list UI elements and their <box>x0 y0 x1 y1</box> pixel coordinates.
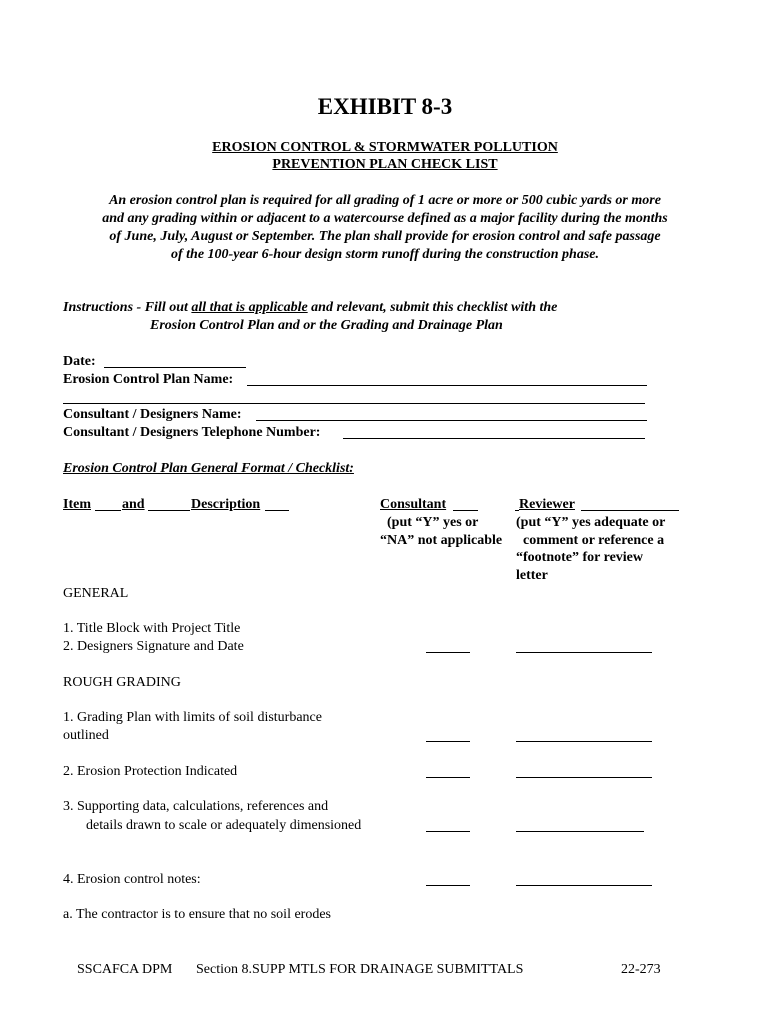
heading-line-1 <box>0 139 770 157</box>
reviewer-answer-general[interactable] <box>516 652 652 653</box>
designer-phone-field[interactable] <box>343 438 645 439</box>
date-field[interactable] <box>104 367 246 368</box>
rough-grading-item-2: 2. Erosion Protection Indicated <box>63 764 238 779</box>
rough-grading-item-1: 1. Grading Plan with limits of soil disturbance <box>63 710 322 725</box>
consultant-note-2: “NA” not applicable <box>380 533 503 548</box>
plan-name-field-continued[interactable] <box>63 403 645 404</box>
instructions-line-1 <box>63 299 557 317</box>
rough-grading-item-3: 3. Supporting data, calculations, references and <box>63 799 329 814</box>
intro-line-1: An erosion control plan is required for all grading of 1 acre or more or 500 cubic yards or more <box>109 193 661 208</box>
column-rule-6 <box>581 510 679 511</box>
column-and: and <box>122 497 145 512</box>
column-rule-2 <box>148 510 190 511</box>
reviewer-answer-rg2[interactable] <box>516 777 652 778</box>
rough-grading-item-1-cont: outlined <box>63 728 109 743</box>
column-description: Description <box>191 497 261 512</box>
designer-phone-label: Consultant / Designers Telephone Number: <box>63 425 321 440</box>
consultant-answer-rg4[interactable] <box>426 885 470 886</box>
column-item: Item <box>63 497 91 512</box>
designer-name-field[interactable] <box>256 420 647 421</box>
rough-grading-item-4a: a. The contractor is to ensure that no soil erodes <box>63 907 331 922</box>
checklist-heading: Erosion Control Plan General Format / Checklist: <box>63 461 354 476</box>
column-reviewer: Reviewer <box>519 497 575 512</box>
footer-section: Section 8.SUPP MTLS FOR DRAINAGE SUBMITTALS <box>196 962 524 977</box>
heading-text-1: EROSION CONTROL & STORMWATER POLLUTION <box>212 140 558 155</box>
intro-line-3: of June, July, August or September. The plan shall provide for erosion control and safe passage <box>109 229 661 244</box>
consultant-answer-general[interactable] <box>426 652 470 653</box>
designer-name-label: Consultant / Designers Name: <box>63 407 242 422</box>
consultant-answer-rg1[interactable] <box>426 741 470 742</box>
rough-grading-item-3-cont: details drawn to scale or adequately dimensioned <box>86 818 362 833</box>
heading-line-2 <box>0 156 770 174</box>
reviewer-answer-rg1[interactable] <box>516 741 652 742</box>
rough-grading-item-4: 4. Erosion control notes: <box>63 872 201 887</box>
plan-name-label: Erosion Control Plan Name: <box>63 372 234 387</box>
general-item-2: 2. Designers Signature and Date <box>63 639 244 654</box>
instructions-suffix: and relevant, submit this checklist with the <box>307 300 558 315</box>
instructions-prefix: Instructions - Fill out <box>63 300 192 315</box>
date-label: Date: <box>63 354 96 369</box>
reviewer-answer-rg3[interactable] <box>516 831 644 832</box>
reviewer-note-4: letter <box>516 568 548 583</box>
footer-org: SSCAFCA DPM <box>77 962 173 977</box>
exhibit-title: EXHIBIT 8-3 <box>317 94 453 119</box>
plan-name-field[interactable] <box>247 385 647 386</box>
general-item-1: 1. Title Block with Project Title <box>63 621 241 636</box>
reviewer-note-1: (put “Y” yes adequate or <box>516 515 666 530</box>
consultant-answer-rg3[interactable] <box>426 831 470 832</box>
column-rule-3 <box>265 510 289 511</box>
column-rule-4 <box>453 510 478 511</box>
reviewer-answer-rg4[interactable] <box>516 885 652 886</box>
section-rough-grading: ROUGH GRADING <box>63 675 181 690</box>
column-rule-1 <box>95 510 121 511</box>
reviewer-note-2: comment or reference a <box>523 533 665 548</box>
instructions-emphasis: all that is applicable <box>191 300 308 315</box>
consultant-note-1: (put “Y” yes or <box>387 515 479 530</box>
footer-page-number: 22-273 <box>621 962 661 977</box>
consultant-answer-rg2[interactable] <box>426 777 470 778</box>
heading-text-2: PREVENTION PLAN CHECK LIST <box>272 157 498 172</box>
intro-line-2: and any grading within or adjacent to a watercourse defined as a major facility during the months <box>102 211 668 226</box>
section-general: GENERAL <box>63 586 129 601</box>
column-consultant: Consultant <box>380 497 447 512</box>
reviewer-note-3: “footnote” for review <box>516 550 643 565</box>
instructions-line-2: Erosion Control Plan and or the Grading and Drainage Plan <box>150 318 503 333</box>
intro-line-4: of the 100-year 6-hour design storm runoff during the construction phase. <box>171 247 599 262</box>
